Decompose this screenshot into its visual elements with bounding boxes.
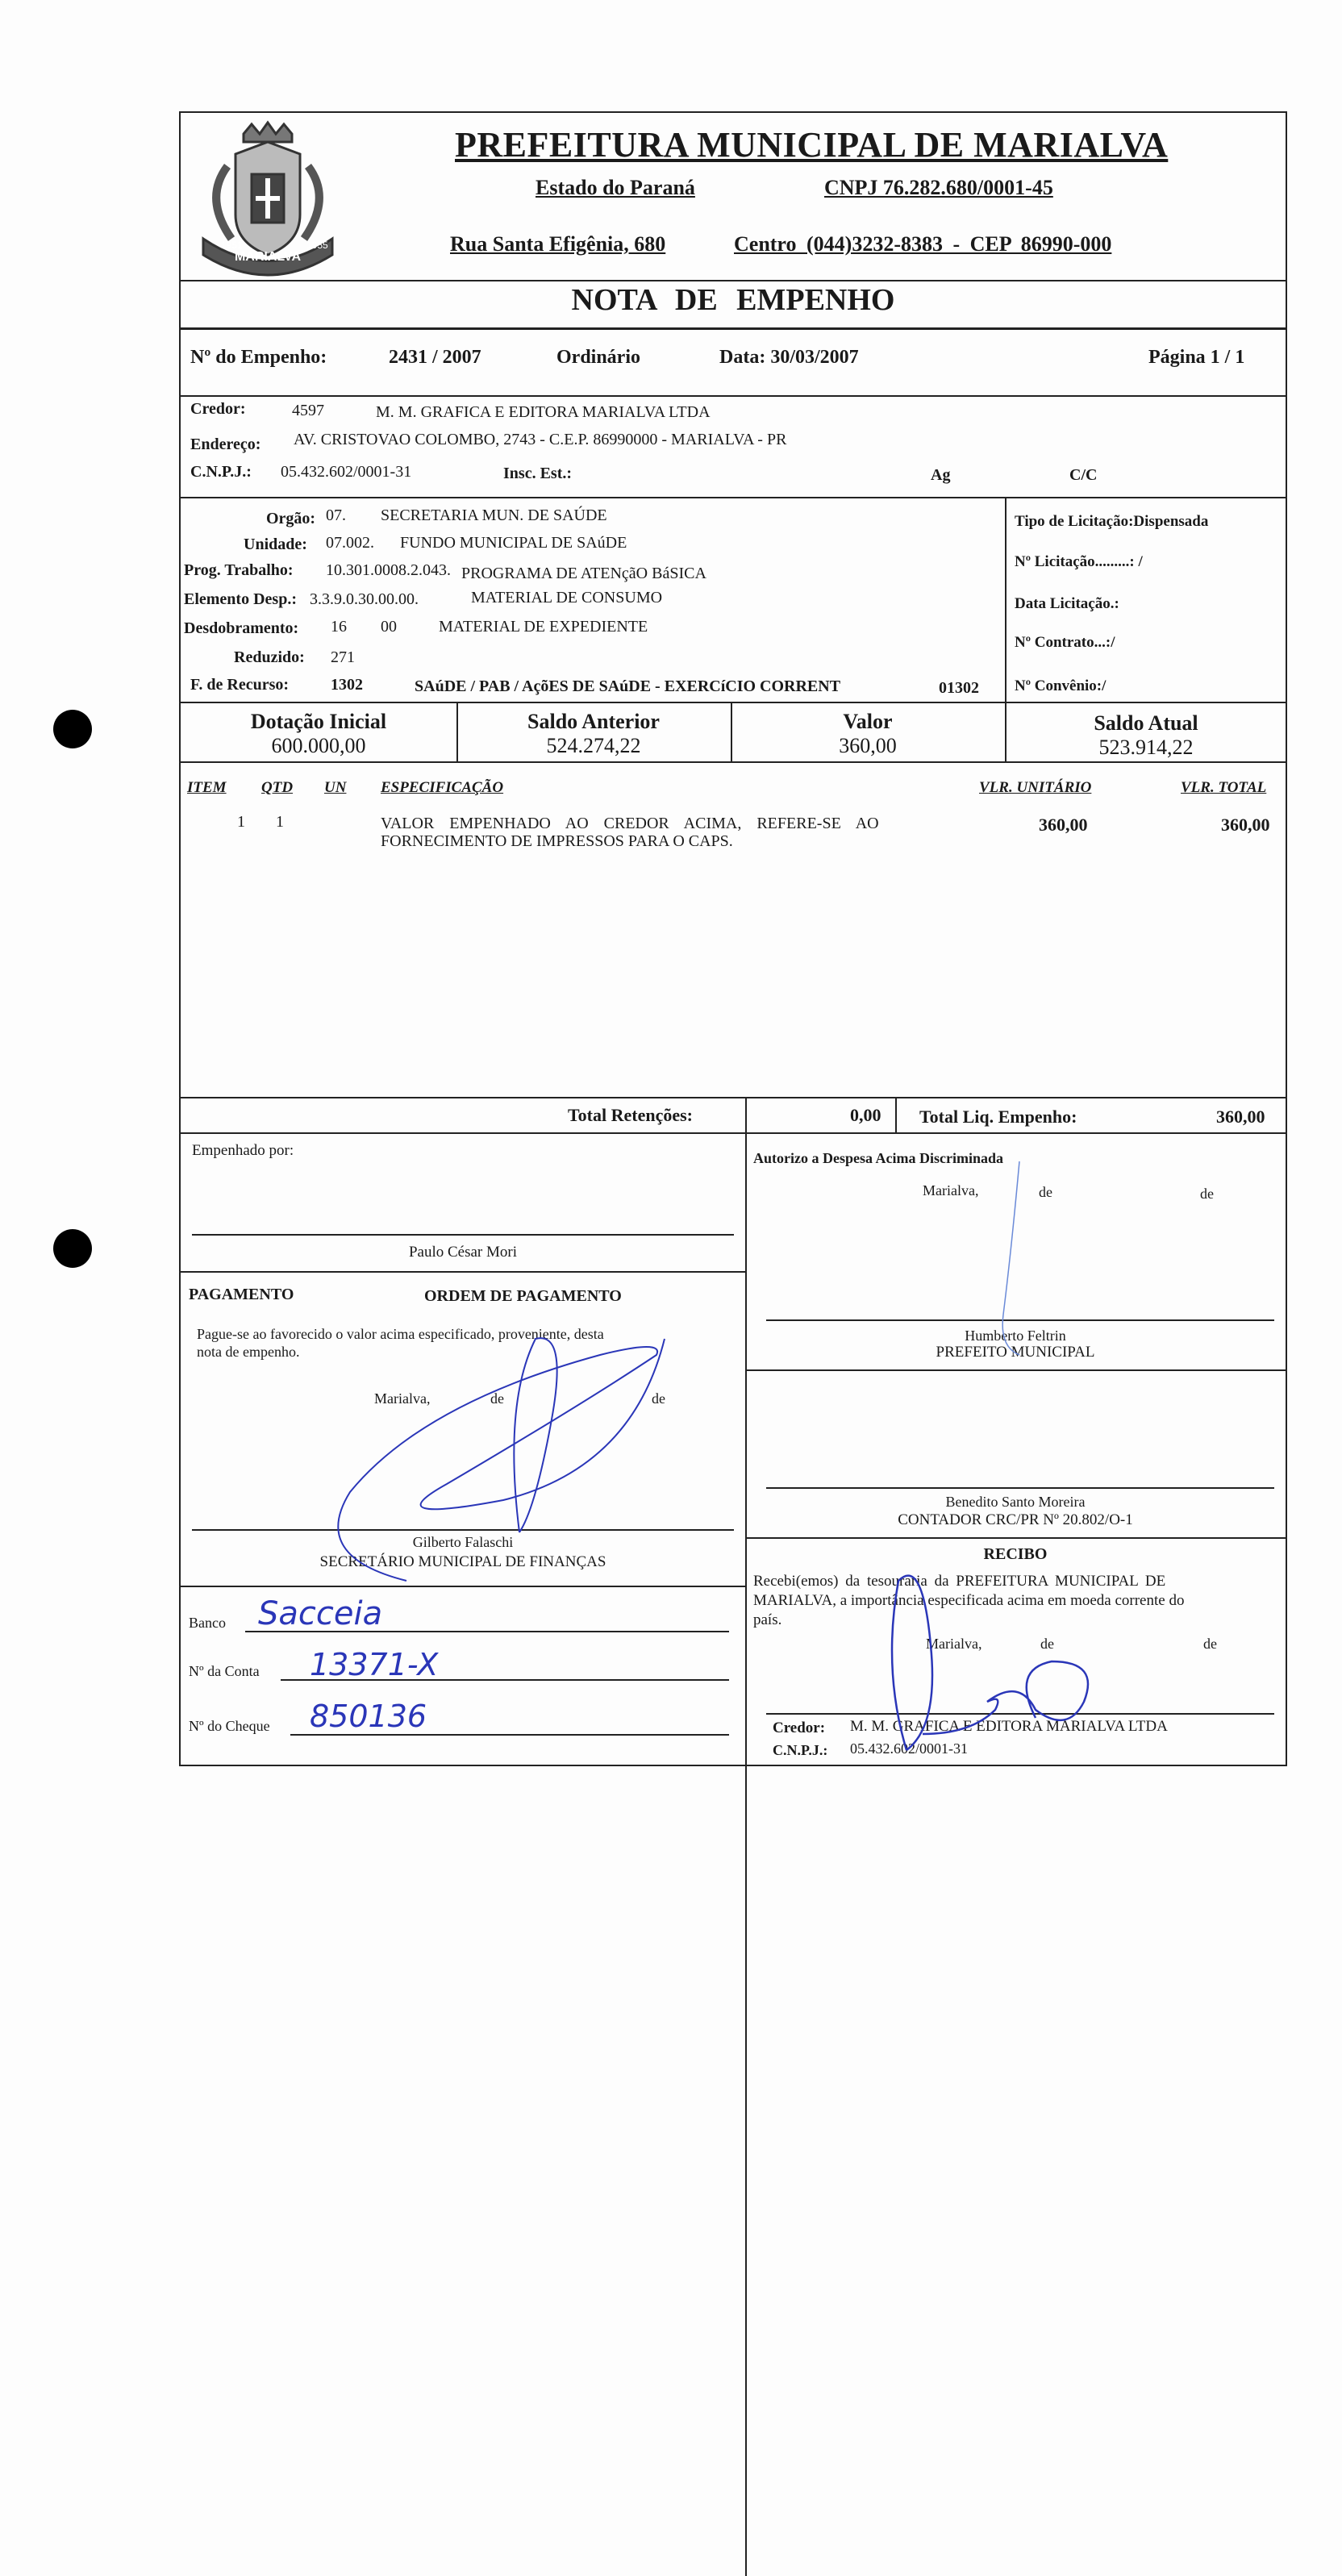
desdobramento-name: MATERIAL DE EXPEDIENTE bbox=[439, 618, 648, 636]
unidade-code: 07.002. bbox=[326, 534, 374, 552]
pagamento-city: Marialva, bbox=[374, 1390, 431, 1407]
fonte-recurso-extra: 01302 bbox=[939, 679, 979, 697]
banco-label: Banco bbox=[189, 1615, 226, 1631]
orgao-name: SECRETARIA MUN. DE SAÚDE bbox=[381, 506, 607, 524]
recibo-cnpj-label: C.N.P.J.: bbox=[773, 1742, 828, 1758]
header-title: PREFEITURA MUNICIPAL DE MARIALVA bbox=[455, 125, 1169, 165]
empenho-type: Ordinário bbox=[556, 347, 641, 368]
recibo-city: Marialva, bbox=[926, 1636, 982, 1652]
cnpj-value: 05.432.602/0001-31 bbox=[281, 463, 412, 481]
endereco-value: AV. CRISTOVAO COLOMBO, 2743 - C.E.P. 86990000 - MARIALVA - PR bbox=[294, 431, 787, 448]
numero-convenio: Nº Convênio:/ bbox=[1015, 677, 1107, 694]
secretario-name: Gilberto Falaschi bbox=[412, 1534, 514, 1550]
secretario-role: SECRETÁRIO MUNICIPAL DE FINANÇAS bbox=[319, 1553, 606, 1570]
conta-label: Nº da Conta bbox=[189, 1663, 260, 1679]
reduzido-value: 271 bbox=[331, 648, 355, 666]
saldo-atual-label: Saldo Atual bbox=[1094, 711, 1198, 735]
reduzido-label: Reduzido: bbox=[234, 648, 305, 666]
empenho-label: Nº do Empenho: bbox=[190, 347, 327, 368]
desdobramento-label: Desdobramento: bbox=[184, 619, 299, 637]
numero-licitacao: Nº Licitação.........: / bbox=[1015, 553, 1143, 570]
total-retencoes-value: 0,00 bbox=[850, 1105, 881, 1125]
dotacao-inicial-label: Dotação Inicial bbox=[250, 710, 387, 733]
recibo-credor-value: M. M. GRAFICA E EDITORA MARIALVA LTDA bbox=[850, 1718, 1168, 1735]
fonte-recurso-code: 1302 bbox=[331, 676, 363, 694]
signature-recibo bbox=[874, 1549, 1132, 1758]
nota-de-empenho-form bbox=[179, 111, 1287, 1766]
col-vlr-total-header: VLR. TOTAL bbox=[1181, 779, 1267, 796]
col-vlr-unit-header: VLR. UNITÁRIO bbox=[979, 779, 1092, 796]
unidade-name: FUNDO MUNICIPAL DE SAúDE bbox=[400, 534, 627, 552]
page-number: Página 1 / 1 bbox=[1148, 347, 1245, 368]
punch-hole-top bbox=[53, 710, 92, 748]
pagamento-de2: de bbox=[652, 1390, 665, 1407]
fonte-recurso-label: F. de Recurso: bbox=[190, 676, 290, 694]
header-street: Rua Santa Efigênia, 680 bbox=[450, 232, 666, 256]
prog-trabalho-label: Prog. Trabalho: bbox=[184, 561, 294, 579]
valor-value: 360,00 bbox=[839, 734, 897, 757]
prefeito-name: Humberto Feltrin bbox=[965, 1328, 1066, 1344]
municipal-crest bbox=[187, 118, 348, 279]
unidade-label: Unidade: bbox=[244, 536, 307, 553]
endereco-label: Endereço: bbox=[190, 436, 261, 453]
cc-label: C/C bbox=[1069, 466, 1098, 484]
recibo-credor-label: Credor: bbox=[773, 1719, 826, 1736]
recibo-text-line2: MARIALVA, a importância especificada acima em moeda corrente do bbox=[753, 1592, 1185, 1609]
item-vlr-total: 360,00 bbox=[1221, 815, 1270, 835]
insc-est-label: Insc. Est.: bbox=[503, 465, 573, 482]
pagamento-de1: de bbox=[490, 1390, 504, 1407]
item-desc-line1: VALOR EMPENHADO AO CREDOR ACIMA, REFERE-SE AO bbox=[381, 815, 879, 832]
crest-year-left: 1951 bbox=[221, 240, 243, 251]
saldo-anterior-label: Saldo Anterior bbox=[527, 710, 660, 733]
recibo-de1: de bbox=[1040, 1636, 1054, 1652]
recibo-de2: de bbox=[1203, 1636, 1217, 1652]
saldo-anterior-value: 524.274,22 bbox=[546, 734, 641, 757]
item-number: 1 bbox=[237, 813, 245, 831]
credor-name: M. M. GRAFICA E EDITORA MARIALVA LTDA bbox=[376, 403, 711, 421]
tipo-licitacao: Tipo de Licitação:Dispensada bbox=[1015, 513, 1209, 530]
pagamento-label: PAGAMENTO bbox=[189, 1286, 294, 1303]
punch-hole-bottom bbox=[53, 1229, 92, 1268]
header-cnpj: CNPJ 76.282.680/0001-45 bbox=[824, 176, 1053, 199]
col-un-header: UN bbox=[324, 779, 347, 796]
total-retencoes-label: Total Retenções: bbox=[568, 1105, 693, 1125]
item-desc-line2: FORNECIMENTO DE IMPRESSOS PARA O CAPS. bbox=[381, 832, 733, 850]
total-liq-value: 360,00 bbox=[1216, 1107, 1265, 1127]
pagamento-text-line1: Pague-se ao favorecido o valor acima especificado, proveniente, desta bbox=[197, 1326, 604, 1342]
prog-trabalho-name: PROGRAMA DE ATENçãO BáSICA bbox=[461, 565, 706, 582]
doc-title: NOTA DE EMPENHO bbox=[571, 283, 895, 317]
orgao-label: Orgão: bbox=[266, 510, 316, 527]
cheque-handwritten: 850136 bbox=[310, 1699, 427, 1734]
autorizo-de1: de bbox=[1039, 1184, 1052, 1200]
banco-handwritten: Sacceia bbox=[258, 1595, 383, 1632]
signature-secretario bbox=[261, 1323, 681, 1589]
elemento-desp-code: 3.3.9.0.30.00.00. bbox=[310, 590, 419, 608]
autorizo-label: Autorizo a Despesa Acima Discriminada bbox=[753, 1150, 1003, 1166]
contador-role: CONTADOR CRC/PR Nº 20.802/O-1 bbox=[898, 1511, 1133, 1528]
crest-year-right: 1955 bbox=[306, 240, 328, 251]
empenhado-por-label: Empenhado por: bbox=[192, 1142, 294, 1159]
prog-trabalho-code: 10.301.0008.2.043. bbox=[326, 561, 451, 579]
autorizo-city: Marialva, bbox=[923, 1182, 979, 1198]
crest-band-text: MARIALVA bbox=[234, 250, 302, 264]
desdobramento-b: 00 bbox=[381, 618, 397, 636]
col-qtd-header: QTD bbox=[261, 779, 294, 796]
signature-prefeito bbox=[955, 1153, 1052, 1363]
data-licitacao: Data Licitação.: bbox=[1015, 595, 1119, 612]
col-item-header: ITEM bbox=[187, 779, 227, 796]
empenho-number: 2431 / 2007 bbox=[389, 347, 481, 368]
pagamento-text-line2: nota de empenho. bbox=[197, 1344, 300, 1360]
credor-code: 4597 bbox=[292, 402, 324, 419]
prefeito-role: PREFEITO MUNICIPAL bbox=[936, 1344, 1095, 1361]
saldo-atual-value: 523.914,22 bbox=[1098, 736, 1194, 759]
elemento-desp-name: MATERIAL DE CONSUMO bbox=[471, 589, 663, 606]
elemento-desp-label: Elemento Desp.: bbox=[184, 590, 297, 608]
recibo-text-line1: Recebi(emos) da tesouraria da PREFEITURA MUNICIPAL DE bbox=[753, 1573, 1166, 1590]
item-vlr-unit: 360,00 bbox=[1039, 815, 1088, 835]
recibo-title: RECIBO bbox=[983, 1545, 1048, 1563]
orgao-code: 07. bbox=[326, 506, 346, 524]
valor-label: Valor bbox=[843, 710, 893, 733]
conta-handwritten: 13371-X bbox=[310, 1647, 439, 1682]
cheque-label: Nº do Cheque bbox=[189, 1718, 270, 1734]
col-espec-header: ESPECIFICAÇÃO bbox=[381, 779, 504, 796]
empenhado-por-name: Paulo César Mori bbox=[408, 1244, 518, 1261]
recibo-cnpj-value: 05.432.602/0001-31 bbox=[850, 1740, 968, 1757]
ag-label: Ag bbox=[931, 466, 951, 484]
desdobramento-a: 16 bbox=[331, 618, 347, 636]
numero-contrato: Nº Contrato...:/ bbox=[1015, 634, 1115, 651]
recibo-text-line3: país. bbox=[753, 1611, 782, 1628]
dotacao-inicial-value: 600.000,00 bbox=[271, 734, 366, 757]
item-qtd: 1 bbox=[276, 813, 284, 831]
ordem-pagamento-label: ORDEM DE PAGAMENTO bbox=[424, 1287, 622, 1305]
empenho-date: Data: 30/03/2007 bbox=[719, 347, 859, 368]
autorizo-de2: de bbox=[1200, 1186, 1214, 1202]
cnpj-label: C.N.P.J.: bbox=[190, 463, 252, 481]
credor-label: Credor: bbox=[190, 400, 246, 418]
header-address: Centro (044)3232-8383 - CEP 86990-000 bbox=[734, 232, 1112, 256]
fonte-recurso-name: SAúDE / PAB / AçõES DE SAúDE - EXERCíCIO CORRENT bbox=[415, 677, 841, 695]
total-liq-label: Total Liq. Empenho: bbox=[919, 1107, 1077, 1127]
contador-name: Benedito Santo Moreira bbox=[945, 1494, 1086, 1510]
header-state: Estado do Paraná bbox=[536, 176, 695, 199]
